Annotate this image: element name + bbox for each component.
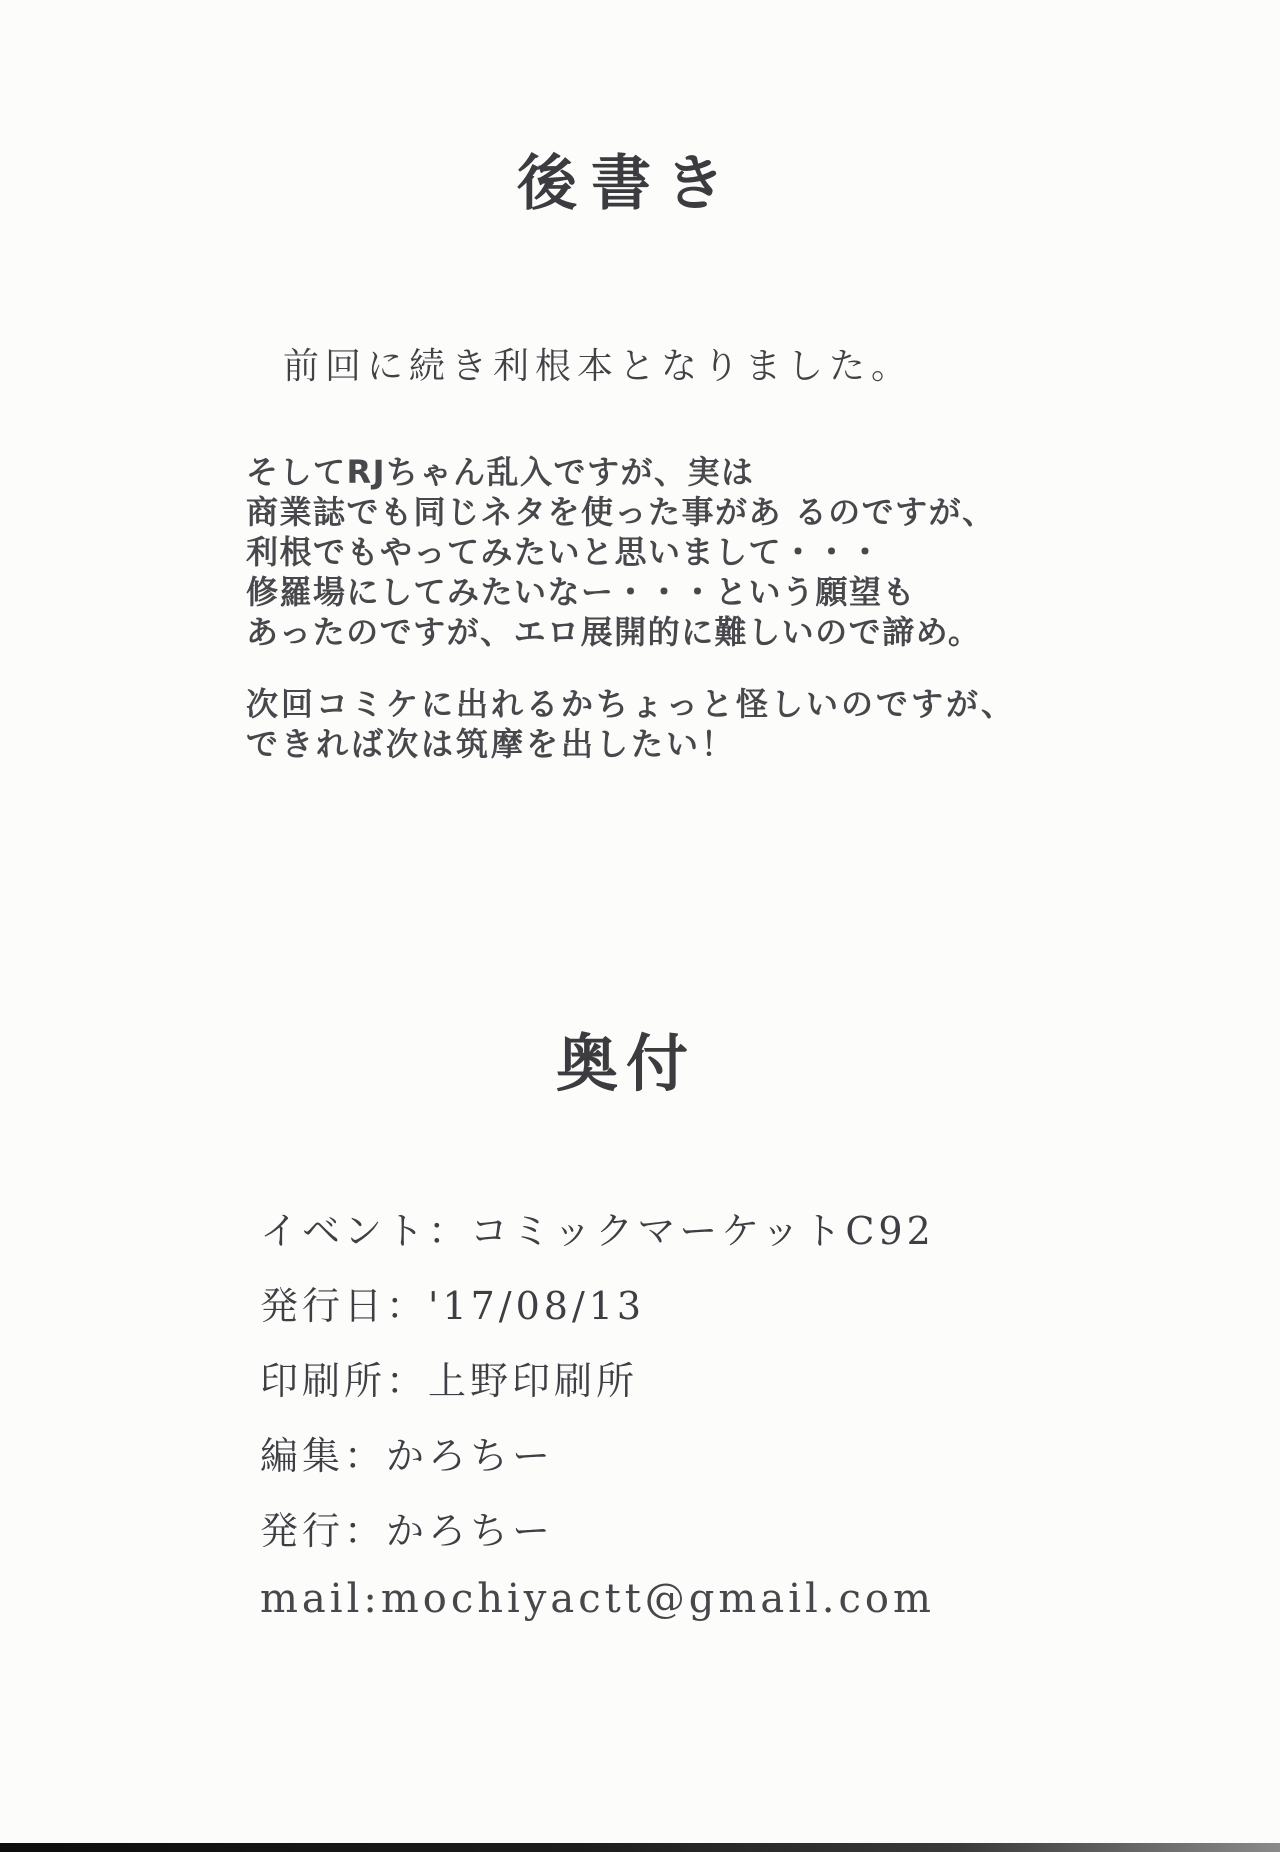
closing-line: できれば次は筑摩を出したい！ bbox=[246, 725, 737, 763]
colophon-heading: 奥付 bbox=[555, 1027, 696, 1100]
body-line: 修羅場にしてみたいなー・・・という願望も bbox=[246, 573, 917, 611]
afterword-body-paragraph bbox=[246, 452, 996, 652]
colophon-mail-address: mail:mochiyactt@gmail.com bbox=[260, 1576, 935, 1622]
closing-line: 次回コミケに出れるかちょっと怪しいのですが、 bbox=[246, 685, 1017, 723]
body-line: そしてRJちゃん乱入ですが、実は bbox=[246, 453, 755, 491]
body-line: 商業誌でも同じネタを使った事があ るのですが、 bbox=[246, 493, 996, 531]
colophon-editor: 編集：かろちー bbox=[260, 1434, 555, 1478]
colophon-publication-date: 発行日：'17/08/13 bbox=[260, 1284, 646, 1328]
colophon-printer: 印刷所：上野印刷所 bbox=[260, 1359, 639, 1403]
body-line: 利根でもやってみたいと思いまして・・・ bbox=[246, 533, 883, 571]
afterword-intro-line: 前回に続き利根本となりました。 bbox=[283, 346, 914, 387]
afterword-heading: 後書き bbox=[517, 149, 739, 219]
scan-edge-artifact bbox=[0, 1843, 1280, 1852]
colophon-publisher: 発行：かろちー bbox=[260, 1509, 555, 1553]
colophon-event: イベント：コミックマーケットC92 bbox=[260, 1209, 935, 1253]
afterword-closing-paragraph bbox=[246, 684, 1016, 764]
body-line: あったのですが、エロ展開的に難しいので諦め。 bbox=[246, 613, 982, 651]
